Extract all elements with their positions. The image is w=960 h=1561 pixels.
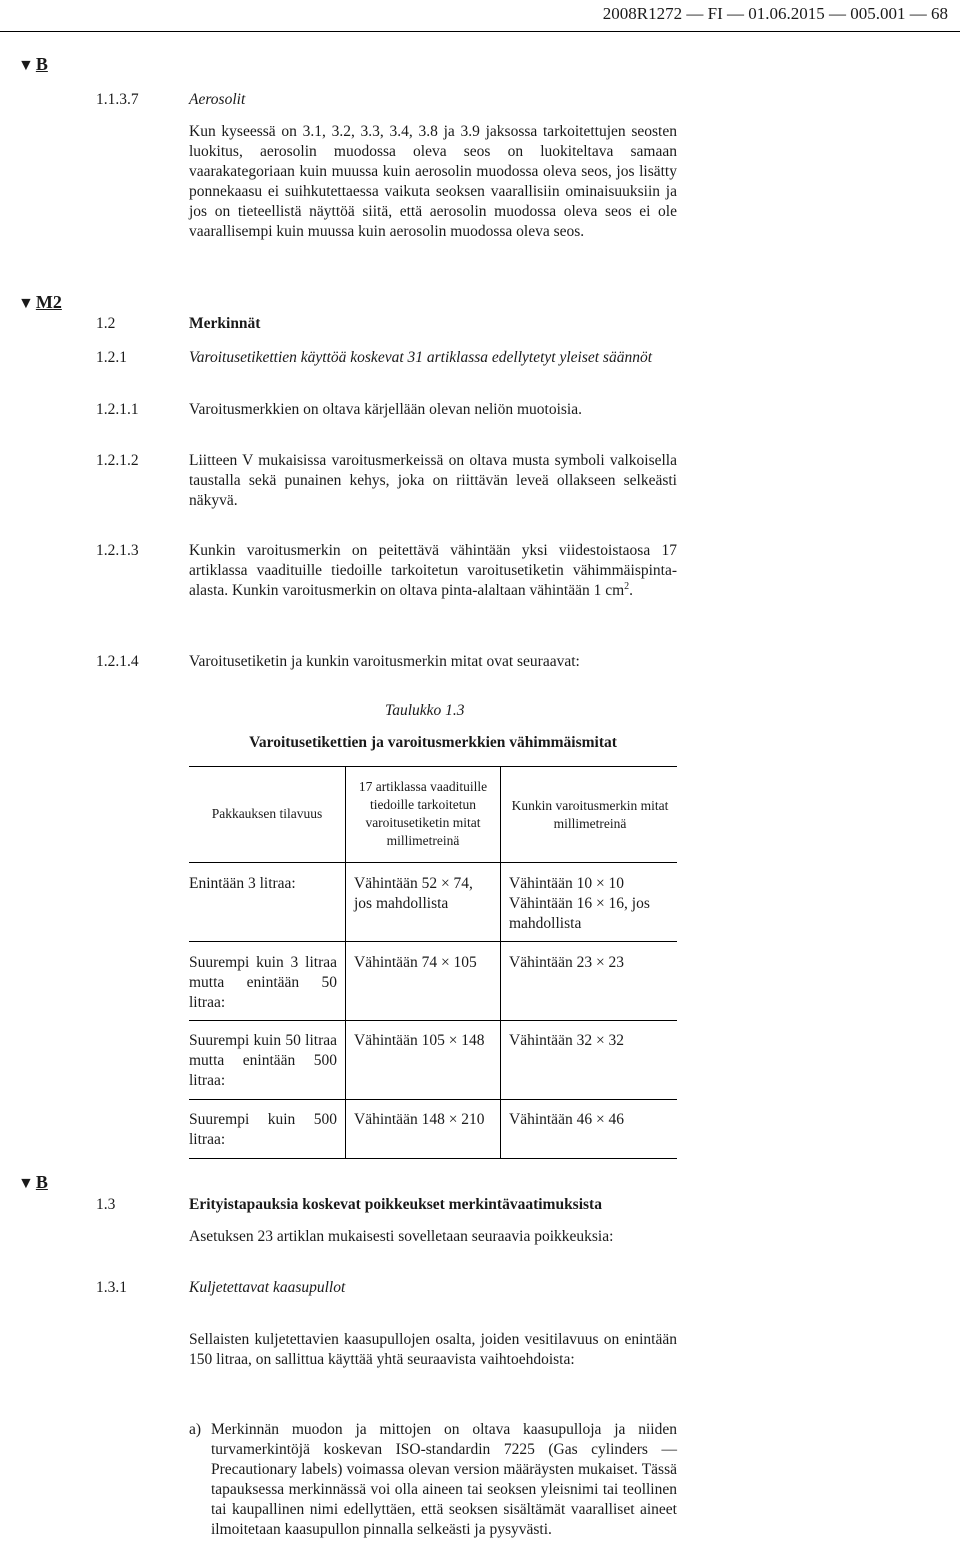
- section-number: 1.3: [96, 1196, 116, 1213]
- triangle-down-icon: ▼: [18, 1175, 34, 1192]
- table-cell: Vähintään 46 × 46: [509, 1111, 625, 1128]
- section-number: 1.3.1: [96, 1279, 127, 1296]
- table-cell: Vähintään 74 × 105: [354, 954, 477, 971]
- table-rule: [189, 766, 677, 767]
- table-cell: Suurempi kuin 500 litraa:: [189, 1111, 337, 1148]
- marker-label: B: [35, 54, 48, 74]
- table-cell: Vähintään 32 × 32: [509, 1032, 625, 1049]
- paragraph-text: Kunkin varoitusmerkin on peitettävä vähintään yksi viidestoistaosa 17 artiklassa vaadituille tiedoille tarkoitetun varoitusetiketin vähimmäispinta-alasta. Kunkin varoitusmerkin on oltava pinta-alaltaan vähintään 1 cm: [189, 542, 677, 599]
- table-divider: [345, 766, 346, 1158]
- amendment-marker-b[interactable]: [18, 1172, 48, 1194]
- marker-label: B: [35, 1172, 48, 1192]
- paragraph: Varoitusmerkkien on oltava kärjellään olevan neliön muotoisia.: [189, 401, 582, 418]
- section-number: 1.1.3.7: [96, 91, 139, 108]
- paragraph: Asetuksen 23 artiklan mukaisesti sovelletaan seuraavia poikkeuksia:: [189, 1228, 614, 1245]
- section-number: 1.2.1.1: [96, 401, 139, 418]
- table-cell: Suurempi kuin 50 litraa mutta enintään 500 litraa:: [189, 1032, 337, 1089]
- table-cell: Vähintään 52 × 74, jos mahdollista: [354, 875, 473, 912]
- section-title: Varoitusetikettien käyttöä koskevat 31 artiklassa edellytetyt yleiset säännöt: [189, 349, 653, 366]
- table-cell: Suurempi kuin 3 litraa mutta enintään 50 litraa:: [189, 954, 337, 1011]
- list-item-label: a): [189, 1421, 202, 1438]
- table-rule: [189, 941, 677, 942]
- section-title: Kuljetettavat kaasupullot: [189, 1279, 346, 1296]
- section-title: Aerosolit: [189, 91, 246, 108]
- table-header-cell: 17 artiklassa vaadituille tiedoille tarkoitetun varoitusetiketin mitat millimetreinä: [358, 779, 488, 848]
- table-caption: Taulukko 1.3: [385, 702, 465, 719]
- section-title: Erityistapauksia koskevat poikkeukset merkintävaatimuksista: [189, 1196, 602, 1213]
- table-divider: [500, 766, 501, 1158]
- table-header-cell: Kunkin varoitusmerkin mitat millimetreinä: [511, 798, 669, 831]
- table-header-cell: Pakkauksen tilavuus: [211, 806, 323, 821]
- amendment-marker-b[interactable]: [18, 54, 48, 76]
- section-number: 1.2.1: [96, 349, 127, 366]
- table-rule: [189, 862, 677, 863]
- table-rule: [189, 1099, 677, 1100]
- superscript: 2: [624, 580, 630, 592]
- table-cell: Vähintään 148 × 210: [354, 1111, 485, 1128]
- table-rule: [189, 1158, 677, 1159]
- table-title: Varoitusetikettien ja varoitusmerkkien vähimmäismitat: [249, 734, 617, 751]
- table-cell: Vähintään 10 × 10 Vähintään 16 × 16, jos mahdollista: [509, 875, 650, 932]
- section-number: 1.2.1.3: [96, 542, 139, 559]
- paragraph: Liitteen V mukaisissa varoitusmerkeissä on oltava musta symboli valkoisella taustalla sekä punainen kehys, joka on riittävän leveä ollakseen selkeästi näkyvä.: [189, 452, 677, 509]
- amendment-marker-m2[interactable]: [18, 292, 62, 314]
- marker-label: M2: [35, 292, 62, 312]
- triangle-down-icon: ▼: [18, 295, 34, 312]
- section-number: 1.2.1.4: [96, 653, 139, 670]
- table-cell: Vähintään 23 × 23: [509, 954, 625, 971]
- table-rule: [189, 1020, 677, 1021]
- section-number: 1.2: [96, 315, 116, 332]
- table-cell: Vähintään 105 × 148: [354, 1032, 485, 1049]
- paragraph-end: .: [629, 582, 634, 599]
- section-number: 1.2.1.2: [96, 452, 139, 469]
- section-title: Merkinnät: [189, 315, 261, 332]
- paragraph: Kun kyseessä on 3.1, 3.2, 3.3, 3.4, 3.8 ja 3.9 jaksossa tarkoitettujen seosten luokitus, aerosolin muodossa oleva seos on luokiteltava samaan vaarakategoriaan kuin muussa kuin aerosolin muodossa oleva seos, jos lisätty ponnekaasu ei suihkutettaessa vaikuta seoksen vaarallisiin ominaisuuksiin ja jos on tieteellistä näyttöä siitä, että aerosolin muodossa oleva seos ei ole vaarallisempi kuin muussa kuin aerosolin muodossa oleva seos.: [189, 123, 677, 240]
- header-rule: [0, 31, 960, 32]
- list-item: Merkinnän muodon ja mittojen on oltava kaasupulloja ja niiden turvamerkintöjä koskevan ISO-standardin 7225 (Gas cylinders — Precautionary labels) voimassa olevan version määräysten mukaiset. Tässä tapauksessa merkinnässä voi olla aineen tai seoksen yleisnimi tai teollinen tai kaupallinen nimi edellyttäen, että seoksen sisältämät vaaralliset aineet ilmoitetaan kaasupullon pinnalla selkeästi ja pysyvästi.: [211, 1421, 677, 1538]
- triangle-down-icon: ▼: [18, 57, 34, 74]
- paragraph: Varoitusetiketin ja kunkin varoitusmerkin mitat ovat seuraavat:: [189, 653, 580, 670]
- paragraph: Sellaisten kuljetettavien kaasupullojen osalta, joiden vesitilavuus on enintään 150 litraa, on sallittua käyttää yhtä seuraavista vaihtoehdoista:: [189, 1331, 677, 1368]
- table-cell: Enintään 3 litraa:: [189, 875, 296, 892]
- paragraph: [189, 541, 677, 601]
- document-header: 2008R1272 — FI — 01.06.2015 — 005.001 — 68: [602, 4, 948, 23]
